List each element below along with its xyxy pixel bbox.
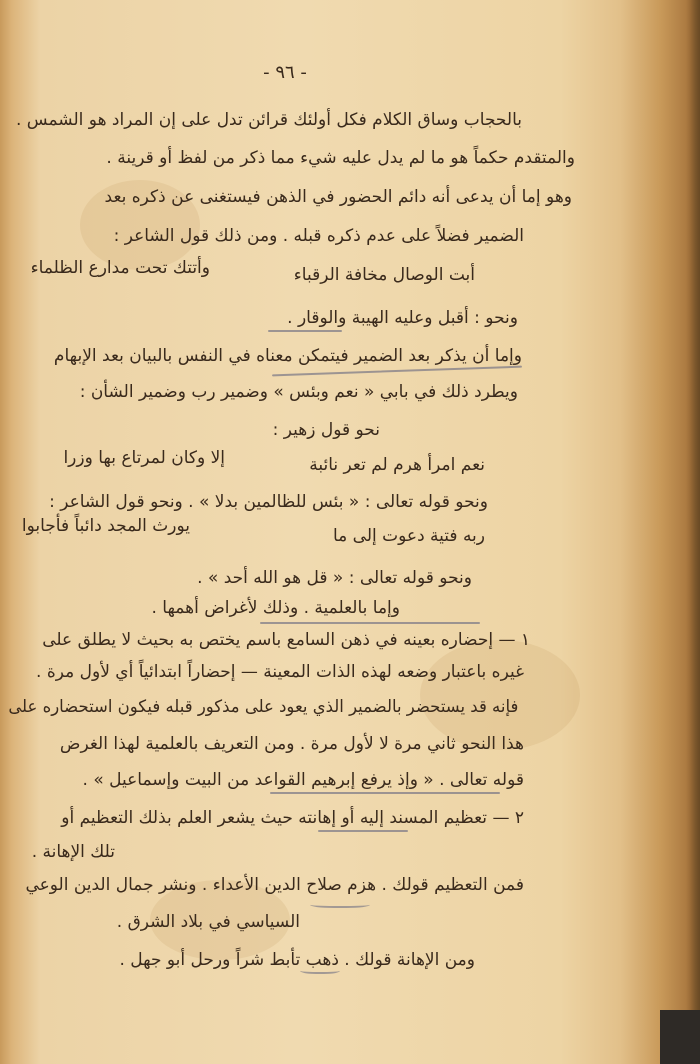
- background-strip: [660, 1010, 700, 1064]
- pencil-squiggle: [300, 966, 340, 974]
- verse-hemistich-right: أبت الوصال مخافة الرقباء: [293, 265, 475, 285]
- text-line: ومن الإهانة قولك . ذهب تأبط شراً ورحل أبو جهل .: [119, 950, 475, 970]
- page-number: - ٩٦ -: [263, 62, 307, 83]
- text-line: السياسي في بلاد الشرق .: [116, 912, 300, 932]
- verse-hemistich-right: نعم امرأ هرم لم تعر نائبة: [309, 455, 485, 475]
- verse-hemistich-left: إلا وكان لمرتاع بها وزرا: [63, 448, 225, 468]
- text-line: هذا النحو ثاني مرة لا لأول مرة . ومن التعريف بالعلمية لهذا الغرض: [59, 734, 524, 754]
- text-line: وإما أن يذكر بعد الضمير فيتمكن معناه في النفس بالبيان بعد الإبهام: [53, 346, 522, 366]
- text-line: ونحو قوله تعالى : « قل هو الله أحد » .: [197, 568, 472, 588]
- text-line: والمتقدم حكماً هو ما لم يدل عليه شيء مما ذكر من لفظ أو قرينة .: [106, 148, 575, 168]
- pencil-squiggle: [310, 900, 370, 908]
- verse-hemistich-right: ربه فتية دعوت إلى ما: [332, 526, 485, 546]
- text-line: فمن التعظيم قولك . هزم صلاح الدين الأعداء . ونشر جمال الدين الوعي: [25, 875, 524, 895]
- text-line: غيره باعتبار وضعه لهذه الذات المعينة — إحضاراً ابتدائياً أي لأول مرة .: [36, 662, 524, 682]
- text-line: ١ — إحضاره بعينه في ذهن السامع باسم يختص به بحيث لا يطلق على: [42, 630, 530, 650]
- text-line: وهو إما أن يدعى أنه دائم الحضور في الذهن فيستغنى عن ذكره بعد: [104, 187, 572, 207]
- pencil-underline: [270, 792, 500, 794]
- text-line: ونحو قوله تعالى : « بئس للظالمين بدلا » . ونحو قول الشاعر :: [49, 492, 488, 512]
- verse-hemistich-left: وأتتك تحت مدارع الظلماء: [30, 258, 210, 278]
- text-line: ٢ — تعظيم المسند إليه أو إهانته حيث يشعر العلم بذلك التعظيم أو: [61, 808, 524, 828]
- text-line: تلك الإهانة .: [31, 842, 115, 862]
- text-line: نحو قول زهير :: [272, 420, 380, 440]
- text-line: ويطرد ذلك في بابي « نعم وبئس » وضمير رب وضمير الشأن :: [79, 382, 518, 402]
- text-line: ونحو : أقبل وعليه الهيبة والوقار .: [287, 308, 518, 328]
- text-line: بالحجاب وساق الكلام فكل أولئك قرائن تدل على إن المراد هو الشمس .: [16, 110, 522, 130]
- text-line: قوله تعالى . « وإذ يرفع إبرهيم القواعد من البيت وإسماعيل » .: [82, 770, 524, 790]
- pencil-underline: [318, 830, 408, 832]
- verse-hemistich-left: يورث المجد دائباً فأجابوا: [21, 516, 190, 536]
- page-edge-shadow: [686, 0, 700, 1064]
- text-line: وإما بالعلمية . وذلك لأغراض أهمها .: [151, 598, 400, 618]
- text-line: الضمير فضلاً على عدم ذكره قبله . ومن ذلك قول الشاعر :: [113, 226, 524, 246]
- pencil-underline: [260, 622, 480, 624]
- text-line: فإنه قد يستحضر بالضمير الذي يعود على مذكور قبله فيكون استحضاره على: [7, 697, 518, 717]
- pencil-underline: [268, 330, 342, 332]
